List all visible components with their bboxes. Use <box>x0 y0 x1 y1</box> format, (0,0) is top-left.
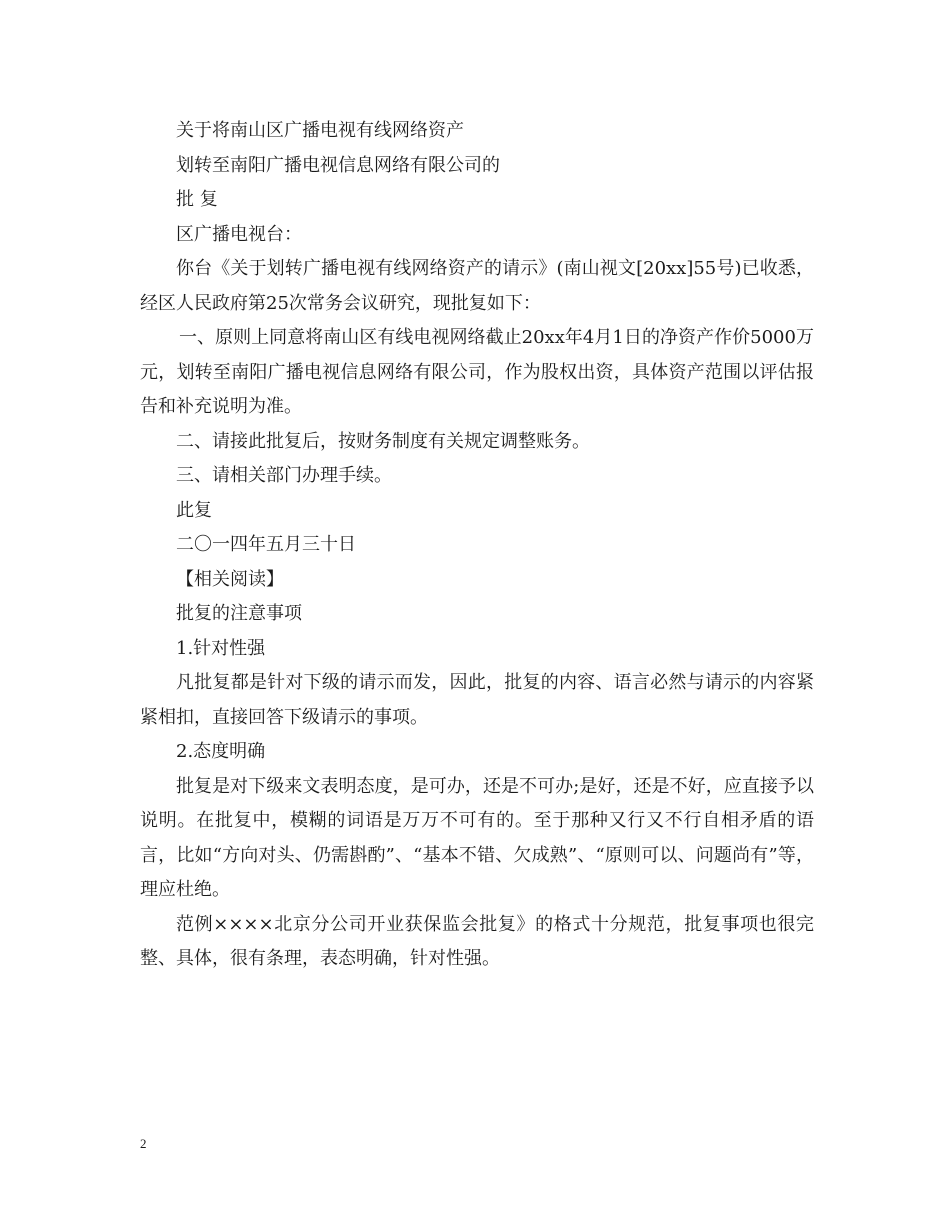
title-line-2: 划转至南阳广播电视信息网络有限公司的 <box>176 154 500 176</box>
body-paragraph-item-1: 一、原则上同意将南山区有线电视网络截止20xx年4月1日的净资产作价5000万元，划转至南阳广播电视信息网络有限公司，作为股权出资，具体资产范围以评估报告和补充说明为准。 <box>140 327 814 417</box>
title-line-1: 关于将南山区广播电视有线网络资产 <box>176 120 464 141</box>
closing-reply: 此复 <box>176 499 212 521</box>
body-paragraph-item-3: 三、请相关部门办理手续。 <box>176 465 392 486</box>
document-content <box>140 114 814 977</box>
related-item-heading-2: 2.态度明确 <box>176 741 266 762</box>
body-paragraph-intro: 你台《关于划转广播电视有线网络资产的请示》(南山视文[20xx]55号)已收悉，经区人民政府第25次常务会议研究，现批复如下： <box>140 258 814 314</box>
related-item-paragraph-2: 批复是对下级来文表明态度，是可办，还是不可办;是好，还是不好，应直接予以说明。在批复中，模糊的词语是万万不可有的。至于那种又行又不行自相矛盾的语言，比如“方向对头、仍需斟酌”、“基本不错、欠成熟”、“原则可以、问题尚有”等，理应杜绝。 <box>140 775 814 900</box>
related-item-heading-1: 1.针对性强 <box>176 637 266 659</box>
related-item-paragraph-1: 凡批复都是针对下级的请示而发，因此，批复的内容、语言必然与请示的内容紧紧相扣，直接回答下级请示的事项。 <box>140 672 814 728</box>
related-reading-subheading: 批复的注意事项 <box>176 603 302 624</box>
body-paragraph-item-2: 二、请接此批复后，按财务制度有关规定调整账务。 <box>176 430 590 452</box>
related-reading-heading: 【相关阅读】 <box>176 568 284 590</box>
title-line-3: 批 复 <box>176 189 218 210</box>
document-date: 二〇一四年五月三十日 <box>176 534 356 555</box>
page-number: 2 <box>140 1136 147 1151</box>
related-example-paragraph: 范例××××北京分公司开业获保监会批复》的格式十分规范，批复事项也很完整、具体，很有条理，表态明确，针对性强。 <box>140 913 814 969</box>
addressee: 区广播电视台： <box>176 223 302 245</box>
